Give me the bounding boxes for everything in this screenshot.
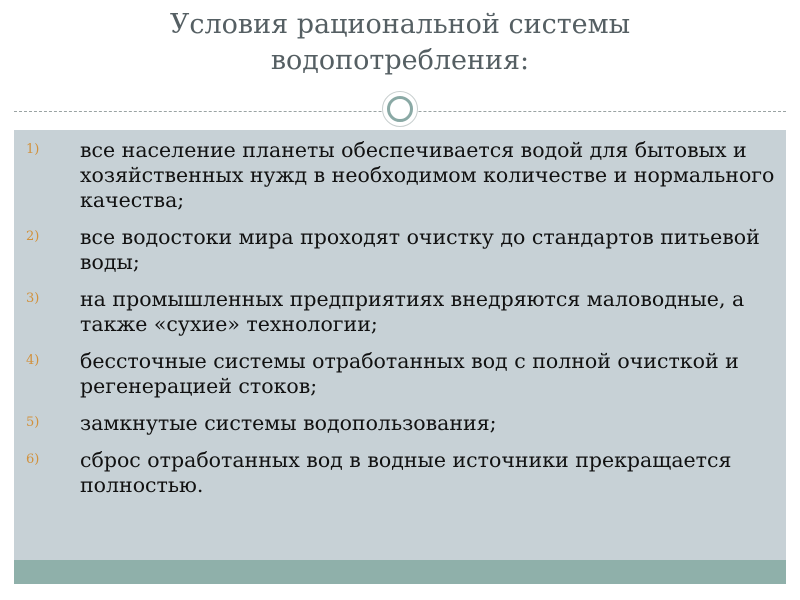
item-number: 5)	[26, 415, 40, 430]
slide-title-line-2: водопотребления:	[270, 45, 530, 76]
list-item	[14, 138, 786, 213]
bottom-band	[14, 560, 786, 584]
item-text: сброс отработанных вод в водные источники прекращается полностью.	[80, 448, 732, 497]
item-number: 3)	[26, 291, 40, 306]
conditions-list	[14, 138, 786, 510]
item-text: бессточные системы отработанных вод с полной очисткой и регенерацией стоков;	[80, 349, 739, 398]
item-number: 6)	[26, 452, 40, 467]
item-text: замкнутые системы водопользования;	[80, 411, 497, 435]
content-panel	[14, 130, 786, 560]
list-item	[14, 448, 786, 498]
emblem-ring	[387, 96, 413, 122]
item-number: 2)	[26, 229, 40, 244]
slide-title	[14, 7, 786, 79]
list-item	[14, 411, 786, 436]
item-number: 4)	[26, 353, 40, 368]
circle-emblem-icon	[382, 91, 418, 127]
list-item	[14, 225, 786, 275]
item-text: на промышленных предприятиях внедряются маловодные, а также «сухие» технологии;	[80, 287, 745, 336]
item-number: 1)	[26, 142, 40, 157]
list-item	[14, 287, 786, 337]
list-item	[14, 349, 786, 399]
item-text: все водостоки мира проходят очистку до стандартов питьевой воды;	[80, 225, 760, 274]
slide-title-line-1: Условия рациональной системы	[169, 9, 631, 40]
item-text: все население планеты обеспечивается водой для бытовых и хозяйственных нужд в необходимом количестве и нормального качества;	[80, 138, 775, 212]
